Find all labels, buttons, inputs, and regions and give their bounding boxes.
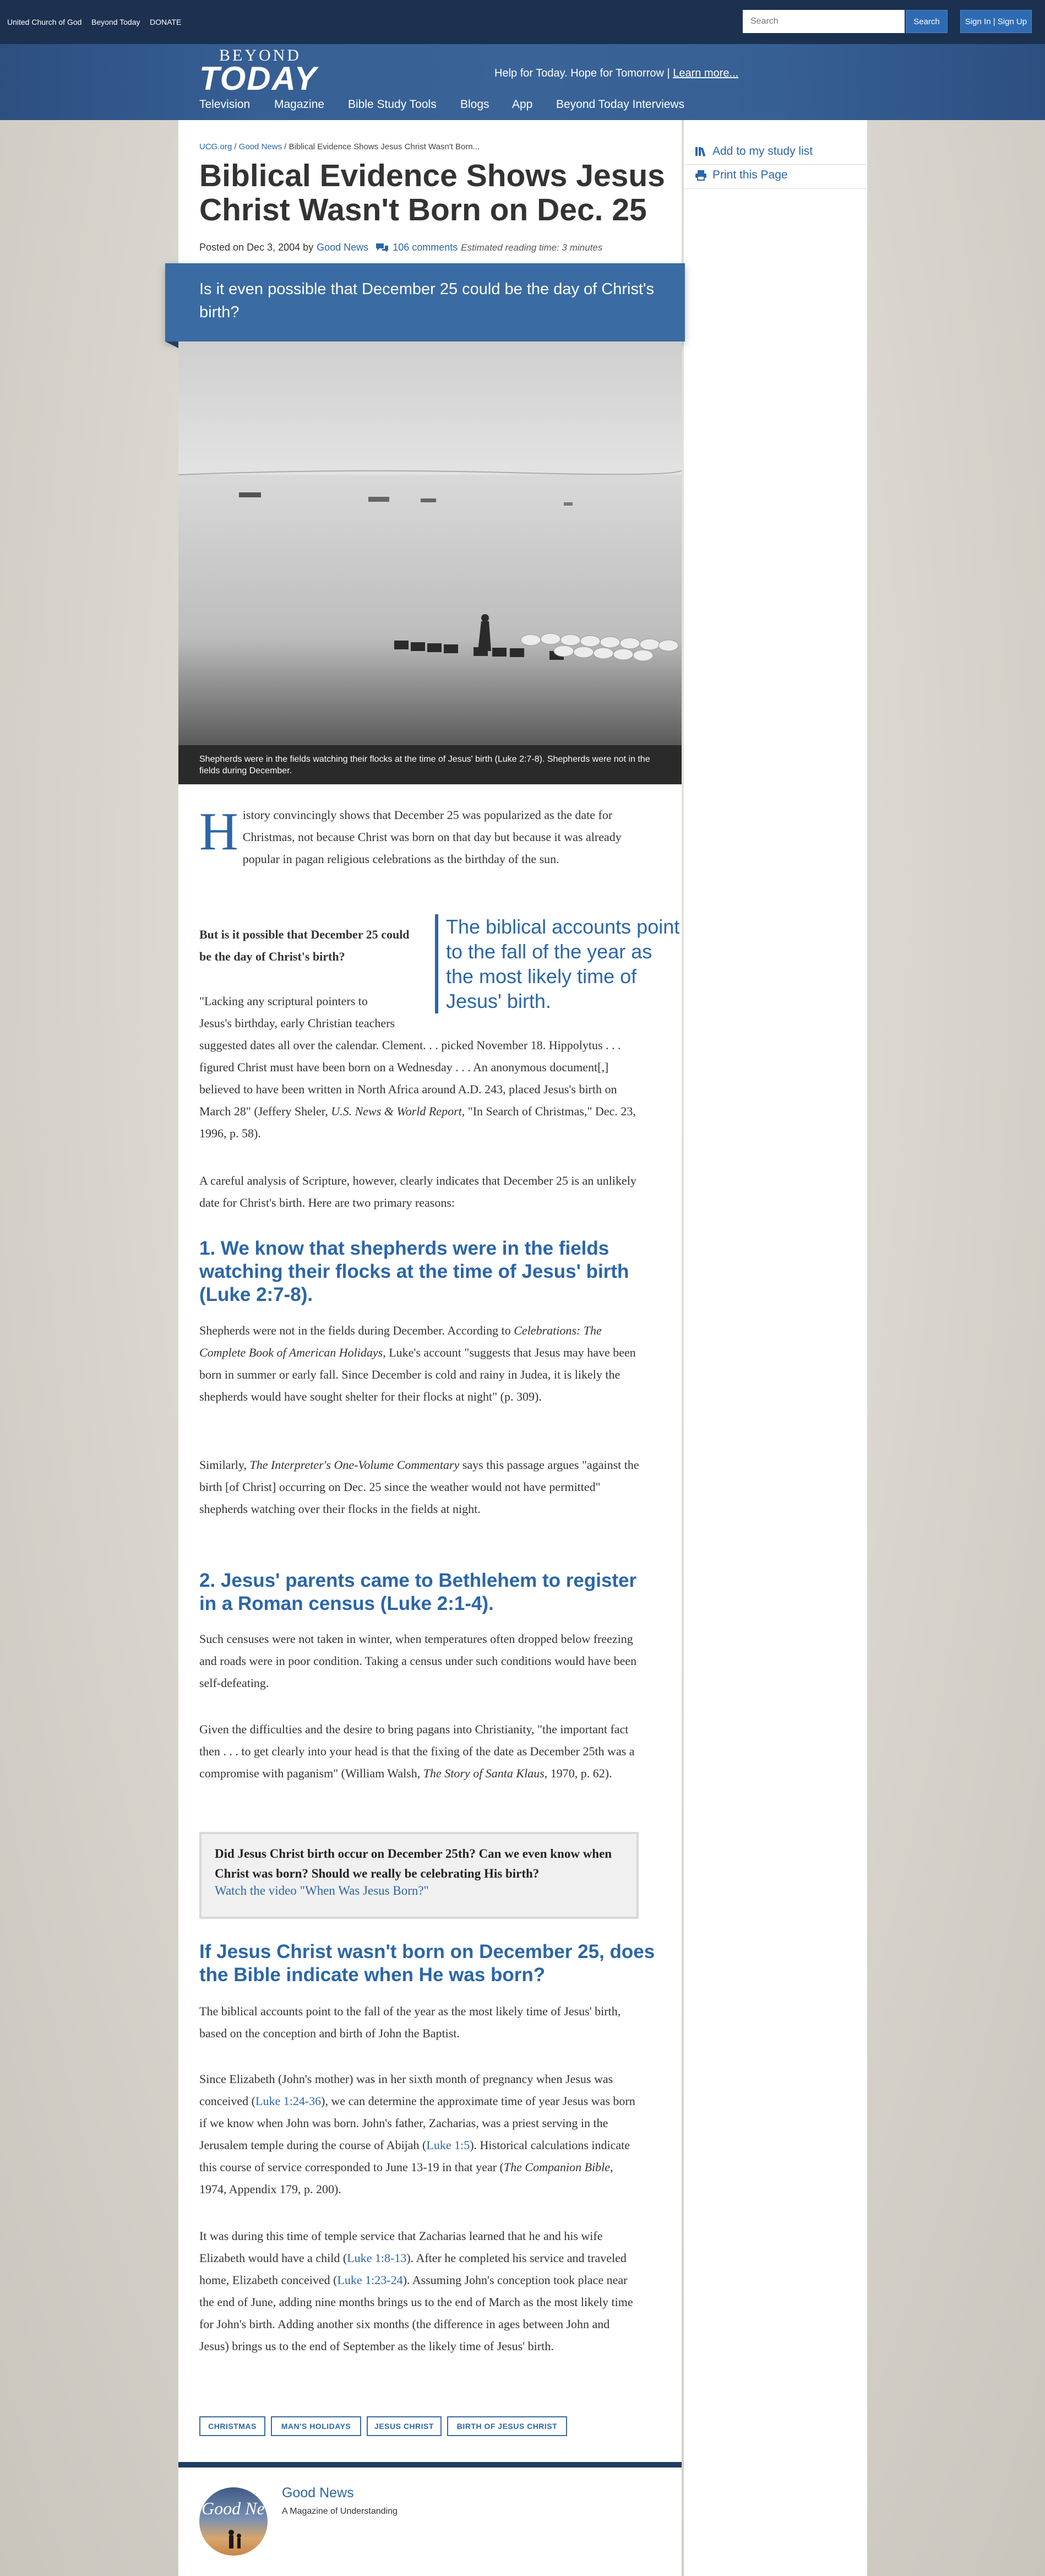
logo-beyond[interactable]: BEYOND	[219, 46, 301, 64]
nav-television[interactable]: Television	[199, 98, 251, 111]
reading-time: Estimated reading time: 3 minutes	[461, 242, 603, 253]
breadcrumb-home[interactable]: UCG.org	[199, 142, 232, 151]
watch-video-link[interactable]: Watch the video "When Was Jesus Born?"	[215, 1884, 429, 1897]
banner-tagline	[494, 67, 738, 80]
comments-icon	[375, 242, 389, 253]
nav-magazine[interactable]: Magazine	[274, 98, 325, 111]
nav-blogs[interactable]: Blogs	[460, 98, 489, 111]
question-paragraph: But is it possible that December 25 could be the day of Christ's birth?	[199, 928, 410, 963]
interpreters-text-b: says this passage argues "against the birth [of Christ] occurring on Dec. 25 since the weather would not have permitted" shepherds watching over their flocks in the fields at night.	[199, 1458, 639, 1516]
luke-1-5-link[interactable]: Luke 1:5	[426, 2138, 470, 2152]
search-input[interactable]	[743, 10, 905, 33]
temple-text-b: ). After he completed his service and traveled home, Elizabeth conceived (	[199, 2251, 627, 2287]
luke-1-8-13-link[interactable]: Luke 1:8-13	[347, 2251, 407, 2265]
sidebar-column	[684, 120, 867, 2576]
intro-paragraph	[199, 804, 640, 870]
walsh-text-b: , 1970, p. 62).	[544, 1766, 612, 1780]
shepherds-paragraph	[199, 1320, 640, 1408]
companion-bible: The Companion Bible	[503, 2160, 610, 2174]
learn-more-link[interactable]: Learn more...	[673, 67, 739, 79]
print-page[interactable]	[695, 169, 788, 182]
walsh-paragraph	[199, 1718, 640, 1785]
elizabeth-text-d: , 1974, Appendix 179, p. 200).	[199, 2160, 613, 2196]
walsh-text-a: Given the difficulties and the desire to bring pagans into Christianity, "the important fact then . . . to get clearly into your head is that the fixing of the date as December 25th was a compromise with paganism" (William Walsh,	[199, 1722, 635, 1780]
sidebar-divider	[684, 164, 867, 165]
nav-beyond-today-interviews[interactable]: Beyond Today Interviews	[556, 98, 685, 111]
interpreters-text-a: Similarly,	[199, 1458, 247, 1472]
breadcrumb-section[interactable]: Good News	[238, 142, 282, 151]
breadcrumb-separator: /	[234, 142, 237, 151]
link-beyond-today[interactable]: Beyond Today	[91, 18, 140, 26]
intro-callout-text: Is it even possible that December 25 could be the day of Christ's birth?	[199, 280, 655, 321]
video-promo-text: Did Jesus Christ birth occur on December 25th? Can we even know when Christ was born? Should we really be celebrating His birth?	[215, 1847, 612, 1880]
magazine-logo-text: Good News	[202, 2498, 284, 2518]
breadcrumb-separator: /	[284, 142, 287, 151]
nav-bible-study-tools[interactable]: Bible Study Tools	[348, 98, 437, 111]
tag-birth-of-jesus-christ[interactable]: BIRTH OF JESUS CHRIST	[447, 2416, 567, 2436]
temple-paragraph	[199, 2225, 640, 2357]
magazine-subtitle: A Magazine of Understanding	[282, 2507, 398, 2516]
heading-when-born: If Jesus Christ wasn't born on December 25, does the Bible indicate when He was born?	[199, 1941, 655, 1986]
print-page-label: Print this Page	[712, 169, 788, 181]
elizabeth-text-c: ). Historical calculations indicate this course of service corresponded to June 13-19 in that year (	[199, 2138, 630, 2174]
shepherds-text-b: , Luke's account "suggests that Jesus may have been born in summer or early fall. Since December is cold and rainy in Judea, it is likely the shepherds would have sought shelter for their flocks at night" (p. 309).	[199, 1346, 636, 1403]
elizabeth-text-b: ), we can determine the approximate time of year Jesus was born if we know when John was born. John's father, Zacharias, was a priest serving in the Jerusalem temple during the course of Abijah (	[199, 2094, 635, 2152]
search-button[interactable]: Search	[906, 10, 948, 33]
breadcrumb	[199, 142, 480, 151]
temple-text-a: It was during this time of temple service that Zacharias learned that he and his wife Elizabeth would have a child (	[199, 2229, 603, 2265]
callout-fold	[165, 341, 178, 348]
shepherds-text-a: Shepherds were not in the fields during December. According to	[199, 1324, 511, 1337]
posted-on: Posted on Dec 3, 2004 by	[199, 242, 314, 253]
signin-signup-button[interactable]: Sign In | Sign Up	[960, 10, 1032, 33]
analysis-paragraph: A careful analysis of Scripture, however, clearly indicates that December 25 is an unlikely date for Christ's birth. Here are two primary reasons:	[199, 1174, 636, 1210]
magazine-title-link[interactable]: Good News	[282, 2485, 354, 2501]
shepherds-photo	[178, 343, 682, 745]
footer-divider	[178, 2462, 682, 2467]
sheler-source: U.S. News & World Report	[331, 1104, 462, 1118]
walsh-book: The Story of Santa Klaus	[423, 1766, 545, 1780]
intro-text: istory convincingly shows that December 25 was popularized as the date for Christmas, not because Christ was born on that day but because it was already popular in pagan religious celebrations as the birthday of the sun.	[242, 808, 622, 866]
drop-cap: H	[199, 802, 238, 861]
article-title: Biblical Evidence Shows Jesus Christ Wasn't Born on Dec. 25	[199, 158, 665, 227]
printer-icon	[695, 170, 707, 181]
interpreters-book: The Interpreter's One-Volume Commentary	[249, 1458, 460, 1472]
books-icon	[695, 146, 707, 157]
elizabeth-paragraph	[199, 2068, 640, 2200]
interpreters-paragraph	[199, 1454, 640, 1520]
logo-today[interactable]: TODAY	[199, 60, 318, 97]
link-donate[interactable]: DONATE	[150, 18, 182, 26]
sidebar-divider	[684, 188, 867, 189]
tagline-text: Help for Today. Hope for Tomorrow |	[494, 67, 670, 79]
shepherds-book: Celebrations: The Complete Book of American Holidays	[199, 1324, 602, 1359]
article-meta	[199, 242, 602, 253]
heading-shepherds: 1. We know that shepherds were in the fields watching their flocks at the time of Jesus' birth (Luke 2:7-8).	[199, 1238, 629, 1305]
temple-text-c: ). Assuming John's conception took place near the end of June, adding nine months brings us to the end of March as the most likely time for John's birth. Adding another six months (the difference in ages between John and Jesus) brings us to the end of September as the likely time of Jesus' birth.	[199, 2273, 633, 2353]
pull-quote: The biblical accounts point to the fall of the year as the most likely time of Jesus' birth.	[435, 914, 683, 1013]
heading-census: 2. Jesus' parents came to Bethlehem to register in a Roman census (Luke 2:1-4).	[199, 1570, 637, 1614]
luke-1-24-36-link[interactable]: Luke 1:24-36	[255, 2094, 322, 2108]
census-paragraph: Such censuses were not taken in winter, when temperatures often dropped below freezing and roads were in poor condition. Taking a census under such conditions would have been self-defeating.	[199, 1632, 637, 1690]
add-to-study-list-label: Add to my study list	[712, 145, 813, 158]
when-paragraph: The biblical accounts point to the fall of the year as the most likely time of Jesus' birth, based on the conception and birth of John the Baptist.	[199, 2004, 621, 2040]
link-united-church-of-god[interactable]: United Church of God	[7, 18, 82, 26]
add-to-study-list[interactable]	[695, 145, 813, 158]
comments-link[interactable]: 106 comments	[393, 242, 458, 253]
pullquote-spacer	[400, 990, 640, 1023]
sheler-quote-paragraph	[199, 990, 640, 1145]
tag-jesus-christ[interactable]: JESUS CHRIST	[367, 2416, 442, 2436]
nav-app[interactable]: App	[512, 98, 533, 111]
elizabeth-text-a: Since Elizabeth (John's mother) was in her sixth month of pregnancy when Jesus was conceived (	[199, 2072, 613, 2108]
good-news-magazine-logo[interactable]	[199, 2487, 284, 2556]
sheler-quote-a: "Lacking any scriptural pointers to Jesus's birthday, early Christian teachers suggested dates all over the calendar. Clement. . . picked November 18. Hippolytus . . . figured Christ must have been born on a Wednesday . . . An anonymous document[,] believed to have been written in North Africa around A.D. 243, placed Jesus's birth on March 28" (Jeffery Sheler,	[199, 994, 621, 1118]
tag-christmas[interactable]: CHRISTMAS	[199, 2416, 265, 2436]
luke-1-23-24-link[interactable]: Luke 1:23-24	[337, 2273, 403, 2287]
breadcrumb-current: Biblical Evidence Shows Jesus Christ Wasn't Born...	[289, 142, 480, 151]
tag-mans-holidays[interactable]: MAN'S HOLIDAYS	[271, 2416, 361, 2436]
sheler-quote-b: , "In Search of Christmas," Dec. 23, 1996, p. 58).	[199, 1104, 636, 1140]
author-link[interactable]: Good News	[317, 242, 369, 253]
photo-caption: Shepherds were in the fields watching their flocks at the time of Jesus' birth (Luke 2:7-8). Shepherds were not in the fields during December.	[199, 755, 650, 775]
magazine-figures-icon	[199, 2487, 268, 2556]
